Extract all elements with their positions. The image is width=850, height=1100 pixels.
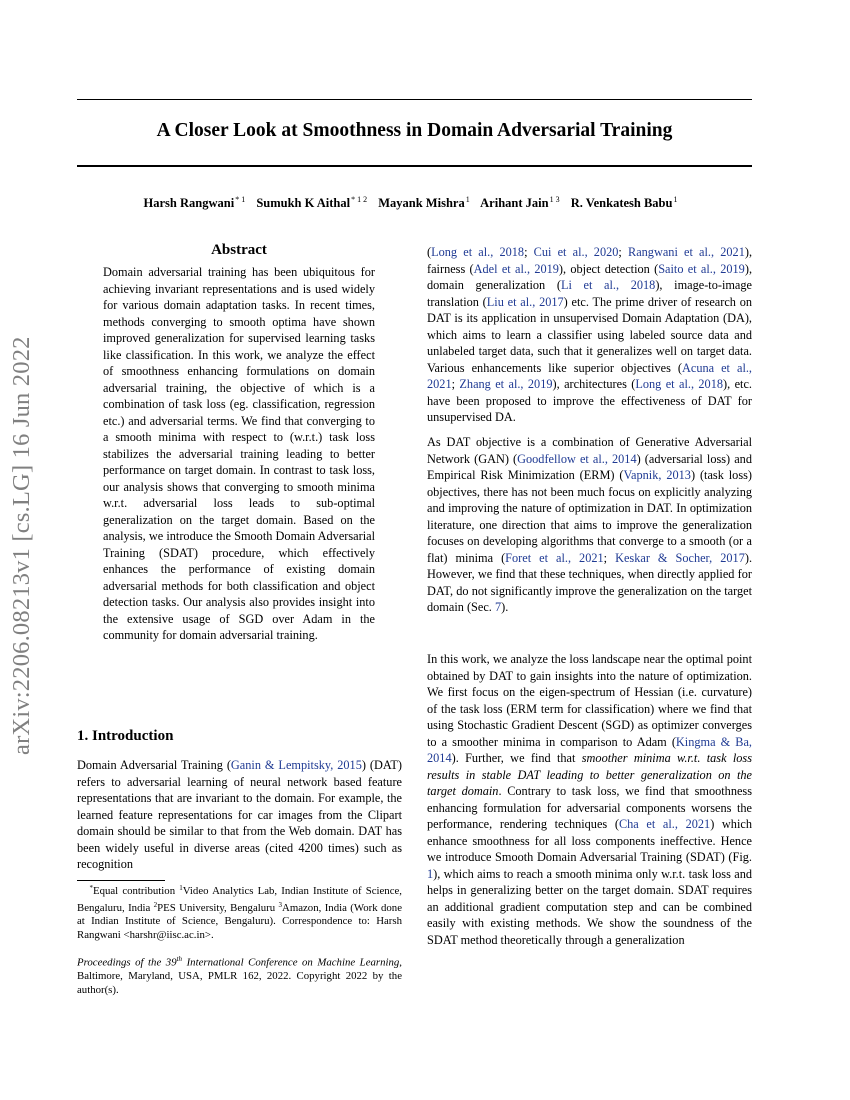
- abstract-text: Domain adversarial training has been ubiquitous for achieving invariant representations and is used widely for various domain adaptation tasks. In recent times, methods converging to smooth optima have shown improved generalization for supervised learning tasks like classification. In this work, we analyze the effect of smoothness enhancing formulations on domain adversarial training, the objective of which is a combination of task loss (eg. classification, regression etc.) and adversarial terms. We find that converging to a smooth minima with respect to (w.r.t.) task loss stabilizes the adversarial training leading to better performance on target domain. In contrast to task loss, our analysis shows that converging to smooth minima w.r.t. adversarial loss leads to sub-optimal generalization on the target domain. Based on the analysis, we introduce the Smooth Domain Adversarial Training (SDAT) procedure, which effectively enhances the performance of existing domain adversarial methods for both classification and object detection tasks. Our analysis also provides insight into the extensive usage of SGD over Adam in the community for domain adversarial training.: [103, 265, 375, 642]
- author-name: Harsh Rangwani: [143, 196, 235, 210]
- text-run: (: [427, 245, 432, 259]
- text-run: ;: [451, 377, 460, 391]
- author-list: [77, 195, 752, 211]
- citation-link[interactable]: Foret et al., 2021: [505, 550, 604, 565]
- text-run: ), object detection (: [558, 261, 659, 276]
- citation-link[interactable]: Long et al., 2018: [431, 245, 525, 259]
- figure-link[interactable]: 1: [427, 866, 434, 881]
- text-run: ;: [618, 245, 628, 259]
- author-name: Sumukh K Aithal: [256, 196, 351, 210]
- author-name: R. Venkatesh Babu: [570, 196, 673, 210]
- text-run: . Contrary to task loss, we find that smoothness enhancing formulation for adversarial components worsens the performance, rendering techniques (: [427, 784, 752, 831]
- text-run: As DAT objective is a combination of Generative Adversarial Network (GAN) (: [427, 435, 752, 466]
- emphasis-text: smoother minima w.r.t. task loss results in stable DAT leading to better generalization on the target domain: [427, 751, 752, 798]
- text-run: ) which enhance smoothness for all loss components ineffective. Hence we introduce Smooth Domain Adversarial Training (SDAT) (Fig.: [427, 817, 752, 864]
- footnote-mark: 1: [179, 884, 183, 892]
- introduction-paragraph-1-continued: [427, 244, 752, 426]
- section-link[interactable]: 7: [494, 600, 502, 614]
- citation-link[interactable]: Saito et al., 2019: [658, 261, 745, 276]
- affiliation-footnote: [77, 882, 402, 942]
- proceedings-note: [77, 953, 402, 997]
- citation-link[interactable]: Liu et al., 2017: [486, 294, 564, 309]
- footnote-rule: [77, 880, 165, 881]
- text-run: ) (adversarial loss) and Empirical Risk Minimization (ERM) (: [427, 451, 752, 482]
- paper-title: A Closer Look at Smoothness in Domain Adversarial Training: [156, 120, 673, 141]
- text-run: ), etc. have been proposed to improve the effectiveness of DAT for unsupervised DA.: [427, 377, 752, 424]
- author-affiliation: * 1: [235, 195, 246, 204]
- citation-link[interactable]: Goodfellow et al., 2014: [517, 451, 637, 466]
- introduction-paragraph-1: [77, 757, 402, 873]
- citation-link[interactable]: Adel et al., 2019: [473, 261, 559, 276]
- author-affiliation: 1: [673, 195, 678, 204]
- text-run: Domain Adversarial Training (: [77, 758, 231, 772]
- author-name: Mayank Mishra: [378, 196, 465, 210]
- citation-link[interactable]: Cui et al., 2020: [533, 245, 619, 259]
- author-affiliation: 1: [465, 195, 470, 204]
- text-run: ) (task loss) objectives, there has not been much focus on explicitly analyzing and improving the nature of optimization in DAT. In optimization literature, one direction that aims to improve the generalization focuses on developing algorithms that converge to a smooth (or a flat) minima (: [427, 468, 752, 565]
- introduction-paragraph-2: [427, 434, 752, 616]
- introduction-paragraph-3: [427, 651, 752, 948]
- text-run: PES University, Bengaluru: [157, 901, 279, 914]
- text-run: ;: [603, 550, 616, 565]
- footnote-mark: *: [89, 884, 93, 892]
- citation-link[interactable]: Zhang et al., 2019: [459, 377, 553, 391]
- text-run: ) etc. The prime driver of research on DAT is its application in unsupervised Domain Adaptation (DA), which aims to learn a classifier using labeled source data and unlabeled target data, such that it generalizes well on target data. Various enhancements like superior objectives (: [427, 294, 753, 375]
- text-run: ), domain generalization (: [427, 261, 753, 292]
- text-run: ), fairness (: [427, 245, 753, 276]
- text-run: ). However, we find that these techniques, when directly applied for DAT, do not significantly improve the generalization on the target domain (Sec.: [427, 550, 753, 614]
- citation-link[interactable]: Acuna et al., 2021: [427, 360, 753, 391]
- author-affiliation: 1 3: [549, 195, 560, 204]
- text-run: Video Analytics Lab, Indian Institute of Science, Bengaluru, India: [77, 885, 402, 914]
- citation-link[interactable]: Kingma & Ba, 2014: [427, 734, 752, 765]
- citation-link[interactable]: Rangwani et al., 2021: [628, 245, 745, 259]
- citation-link[interactable]: Keskar & Socher, 2017: [615, 550, 745, 565]
- author-affiliation: * 1 2: [351, 195, 368, 204]
- title-bottom-rule: [77, 165, 752, 167]
- text-run: In this work, we analyze the loss landscape near the optimal point obtained by DAT to gain insights into the nature of optimization. We first focus on the eigen-spectrum of Hessian (i.e. curvature) of the task loss (ERM term for classification) where we find that using Stochastic Gradient Descent (SGD) as optimizer converges to a smoother minima in comparison to Adam (: [427, 652, 752, 749]
- text-run: ) (DAT) refers to adversarial learning of neural network based feature representations that are invariant to the domain. For example, the learned feature representations for car images from the Clipart domain should be similar to that from the Web domain. DAT has been widely useful in diverse areas (cited 4200 times) such as recognition: [77, 758, 402, 871]
- superscript: th: [176, 955, 183, 963]
- text-run: International Conference on Machine Learning: [182, 956, 400, 969]
- citation-link[interactable]: Li et al., 2018: [560, 278, 656, 292]
- text-run: , Baltimore, Maryland, USA, PMLR 162, 2022. Copyright 2022 by the author(s).: [77, 956, 402, 996]
- text-run: ), which aims to reach a smooth minima only w.r.t. task loss and helps in generalizing better on the target domain. SDAT requires an additional gradient computation step and can be combined easily with existing methods. We show the soundness of the SDAT method theoretically through a generalization: [427, 866, 752, 947]
- footnote-mark: 2: [153, 900, 158, 909]
- text-run: ;: [524, 245, 534, 259]
- title-top-rule: [77, 99, 752, 100]
- text-run: ), image-to-image translation (: [427, 278, 752, 309]
- introduction-heading: 1. Introduction: [77, 728, 174, 744]
- citation-link[interactable]: Long et al., 2018: [635, 377, 724, 391]
- text-run: ).: [501, 600, 509, 614]
- author-name: Arihant Jain: [480, 196, 549, 210]
- text-run: Amazon, India (Work done at Indian Institute of Science, Bengaluru). Correspondence to: Harsh Rangwani <harshr@iisc.ac.in>.: [77, 901, 402, 941]
- abstract-heading: Abstract: [211, 242, 267, 258]
- footnote-mark: 3: [278, 900, 283, 909]
- citation-link[interactable]: Ganin & Lempitsky, 2015: [230, 758, 362, 772]
- text-run: Equal contribution: [92, 885, 180, 897]
- text-run: Proceedings of the 39: [77, 956, 177, 969]
- citation-link[interactable]: Cha et al., 2021: [618, 817, 711, 831]
- text-run: ), architectures (: [552, 377, 636, 391]
- text-run: ). Further, we find that: [451, 751, 582, 765]
- arxiv-stamp: arXiv:2206.08213v1 [cs.LG] 16 Jun 2022: [8, 336, 35, 755]
- citation-link[interactable]: Vapnik, 2013: [623, 468, 691, 482]
